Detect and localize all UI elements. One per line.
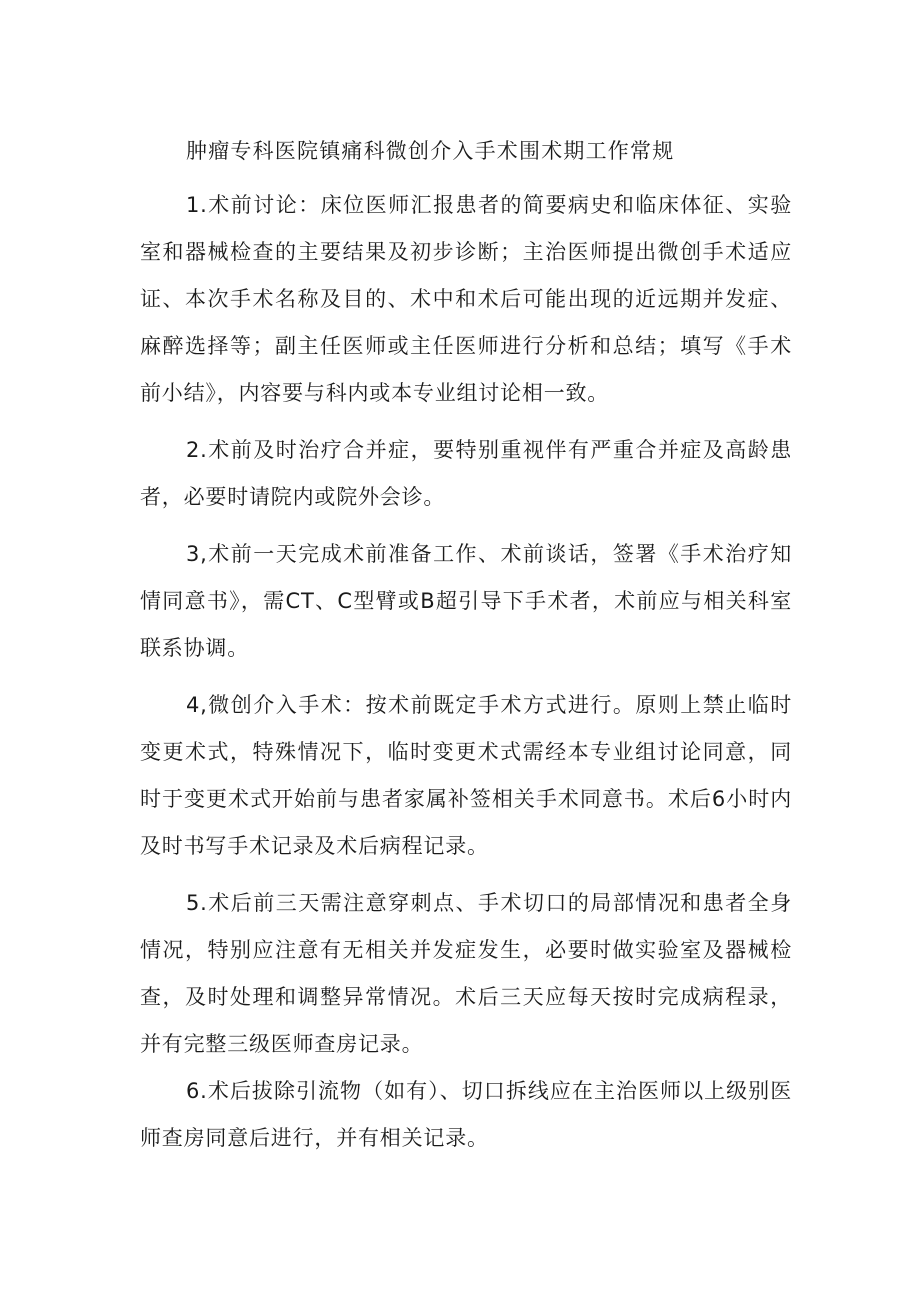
paragraph-postoperative-observation: 5.术后前三天需注意穿刺点、手术切口的局部情况和患者全身情况，特别应注意有无相关并发症发生，必要时做实验室及器械检查，及时处理和调整异常情况。术后三天应每天按时完成病程录，并有完整三级医师查房记录。: [140, 891, 792, 1056]
paragraph-preoperative-preparation: 3,术前一天完成术前准备工作、术前谈话，签署《手术治疗知情同意书》，需CT、C型臂或B超引导下手术者，术前应与相关科室联系协调。: [140, 542, 792, 660]
document-title: 肿瘤专科医院镇痛科微创介入手术围术期工作常规: [186, 139, 675, 163]
paragraph-preoperative-discussion: 1.术前讨论：床位医师汇报患者的简要病史和临床体征、实验室和器械检查的主要结果及初步诊断；主治医师提出微创手术适应证、本次手术名称及目的、术中和术后可能出现的近远期并发症、麻醉选择等；副主任医师或主任医师进行分析和总结；填写《手术前小结》，内容要与科内或本专业组讨论相一致。: [140, 193, 792, 405]
paragraph-minimally-invasive-surgery: 4,微创介入手术：按术前既定手术方式进行。原则上禁止临时变更术式，特殊情况下，临时变更术式需经本专业组讨论同意，同时于变更术式开始前与患者家属补签相关手术同意书。术后6小时内及时书写手术记录及术后病程记录。: [140, 693, 792, 858]
paragraph-comorbidity-treatment: 2.术前及时治疗合并症，要特别重视伴有严重合并症及高龄患者，必要时请院内或院外会诊。: [140, 438, 792, 509]
paragraph-drain-and-suture-removal: 6.术后拔除引流物（如有）、切口拆线应在主治医师以上级别医师查房同意后进行，并有相关记录。: [140, 1079, 792, 1150]
document-body: [140, 132, 792, 1162]
